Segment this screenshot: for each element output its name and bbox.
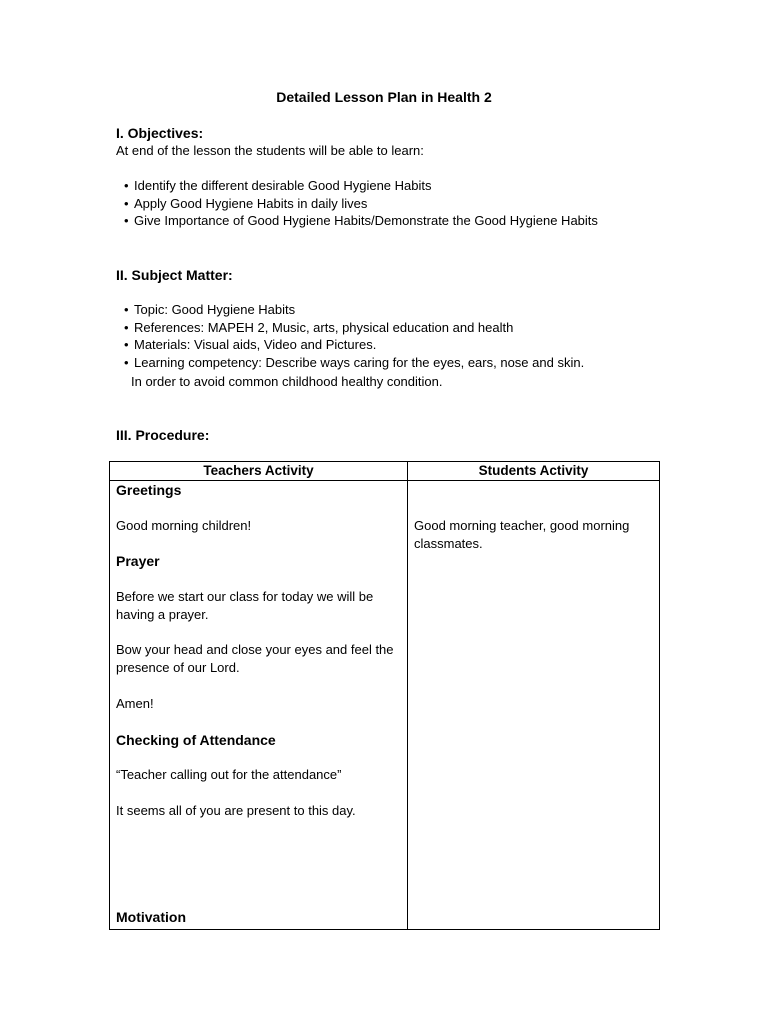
table-header-row — [110, 462, 660, 481]
objectives-list — [124, 177, 598, 230]
greetings-text: Good morning children! — [116, 518, 252, 533]
greetings-heading: Greetings — [116, 482, 182, 498]
students-activity-header: Students Activity — [408, 462, 660, 481]
subject-matter-list — [124, 301, 584, 371]
objectives-intro: At end of the lesson the students will be able to learn: — [116, 143, 424, 158]
procedure-table — [109, 461, 660, 930]
list-item: • Apply Good Hygiene Habits in daily lives — [124, 195, 368, 211]
teachers-activity-header: Teachers Activity — [110, 462, 408, 481]
students-activity-cell — [408, 481, 660, 930]
bullet-icon: • — [124, 337, 129, 352]
attendance-text-1: “Teacher calling out for the attendance” — [116, 767, 342, 782]
subject-matter-heading: II. Subject Matter: — [116, 267, 233, 283]
document-title: Detailed Lesson Plan in Health 2 — [276, 89, 492, 105]
prayer-text-3: Amen! — [116, 696, 154, 711]
prayer-text-2: Bow your head and close your eyes and feel the presence of our Lord. — [116, 642, 394, 675]
bullet-icon: • — [124, 213, 129, 228]
table-row — [110, 481, 660, 930]
bullet-icon: • — [124, 178, 129, 193]
list-item: • Learning competency: Describe ways caring for the eyes, ears, nose and skin. — [124, 354, 585, 370]
prayer-heading: Prayer — [116, 553, 160, 569]
teachers-activity-cell — [110, 481, 408, 930]
objectives-heading: I. Objectives: — [116, 125, 204, 141]
list-item: • Topic: Good Hygiene Habits — [124, 302, 296, 317]
procedure-heading: III. Procedure: — [116, 427, 210, 443]
list-item: • Give Importance of Good Hygiene Habits/Demonstrate the Good Hygiene Habits — [124, 213, 598, 228]
list-item: • Identify the different desirable Good Hygiene Habits — [124, 178, 432, 193]
bullet-icon: • — [124, 319, 129, 335]
bullet-icon: • — [124, 354, 129, 370]
bullet-icon: • — [124, 195, 129, 211]
prayer-text-1: Before we start our class for today we will be having a prayer. — [116, 589, 374, 622]
motivation-heading: Motivation — [116, 909, 186, 925]
subject-matter-continuation: In order to avoid common childhood healthy condition. — [131, 374, 443, 389]
list-item: • References: MAPEH 2, Music, arts, physical education and health — [124, 319, 514, 335]
attendance-heading: Checking of Attendance — [116, 732, 276, 748]
greetings-reply: Good morning teacher, good morning classmates. — [414, 518, 630, 551]
attendance-text-2: It seems all of you are present to this day. — [116, 803, 356, 818]
bullet-icon: • — [124, 302, 129, 317]
list-item: • Materials: Visual aids, Video and Pictures. — [124, 337, 377, 352]
